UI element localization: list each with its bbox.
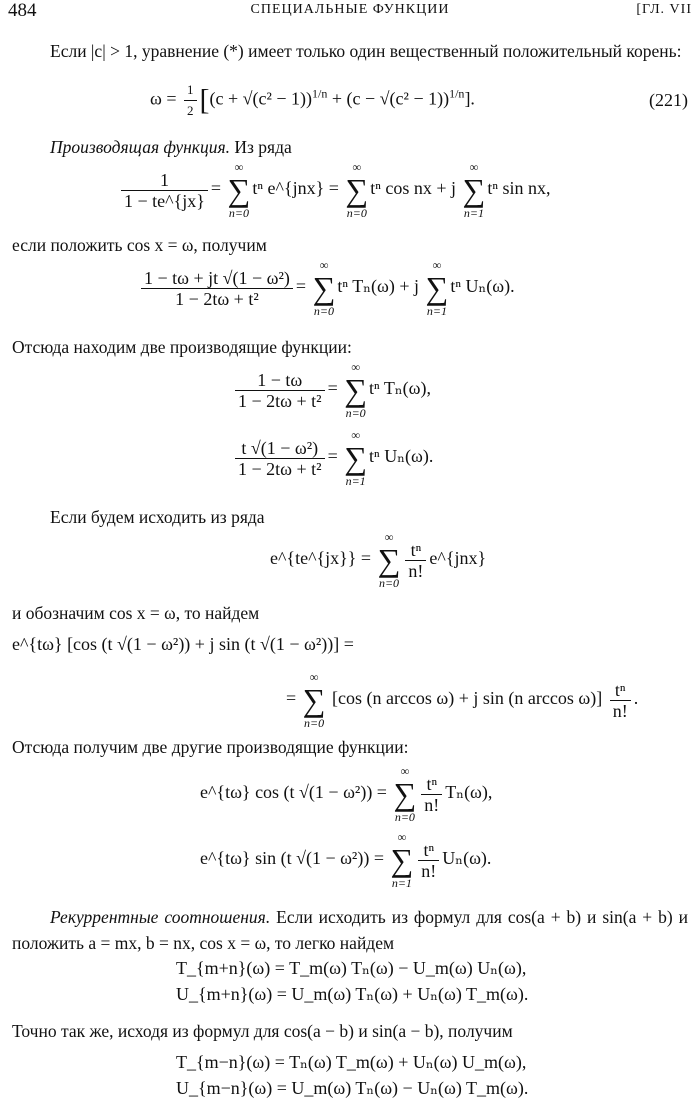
es-fraction bbox=[418, 840, 439, 881]
equation-rec-3: T_{m−n}(ω) = Tₙ(ω) T_m(ω) + Uₙ(ω) U_m(ω), bbox=[176, 1052, 527, 1072]
long2-end: . bbox=[633, 688, 639, 709]
sum-n0-e bbox=[378, 530, 401, 590]
sum-sign: ∑ bbox=[425, 270, 449, 306]
ec-frac-den: n! bbox=[424, 794, 440, 815]
ec-lhs: e^{tω} cos (t √(1 − ω²)) = bbox=[200, 782, 387, 803]
sum-n0-a bbox=[228, 160, 251, 220]
gen1-fraction bbox=[121, 170, 208, 211]
eq221-plus: + bbox=[327, 88, 347, 109]
gen-rest: Из ряда bbox=[229, 137, 292, 157]
sum-lower: n=1 bbox=[463, 206, 484, 220]
equation-generating-chebyshev: $\frac{\text{1 − tω + jt √(1 − ω²)}}{\text{1 − 2tω + t²}}$ = ∞ ∑ n=0 tⁿ Tₙ(ω) + j ∞ ∑ n=1 tⁿ Uₙ(ω). bbox=[138, 258, 515, 318]
sum-n0-b bbox=[345, 160, 368, 220]
exp-lhs: e^{te^{jx}} = bbox=[270, 548, 372, 569]
sum-n1-d bbox=[390, 830, 413, 890]
exp-frac-num: tⁿ bbox=[405, 540, 426, 561]
equation-rec-1: T_{m+n}(ω) = T_m(ω) Tₙ(ω) − U_m(ω) Uₙ(ω), bbox=[176, 958, 527, 978]
sum-upper: ∞ bbox=[309, 670, 319, 684]
eq221-lhs: ω = bbox=[150, 88, 177, 109]
sum-sign: ∑ bbox=[462, 172, 486, 208]
ec-rhs: Tₙ(ω), bbox=[445, 782, 493, 803]
paragraph-two-functions: Отсюда находим две производящие функции: bbox=[12, 337, 352, 357]
gt-num: 1 − tω bbox=[235, 370, 325, 391]
sum-lower: n=1 bbox=[391, 876, 412, 890]
sum-sign: ∑ bbox=[377, 542, 401, 578]
sum-n0-f bbox=[303, 670, 326, 730]
sum-upper: ∞ bbox=[352, 160, 362, 174]
gen2-den: 1 − 2tω + t² bbox=[175, 288, 259, 309]
sum-n1-c bbox=[344, 428, 367, 488]
eq221-half-den: 2 bbox=[187, 103, 194, 118]
paragraph-cos: если положить cos x = ω, получим bbox=[12, 235, 267, 255]
sum-upper: ∞ bbox=[234, 160, 244, 174]
gen2-fraction bbox=[141, 268, 293, 309]
exp-frac-den: n! bbox=[408, 560, 424, 581]
eq221-end: ]. bbox=[464, 88, 475, 109]
gen1-num: 1 bbox=[121, 170, 208, 191]
gen2-term1: tⁿ Tₙ(ω) + j bbox=[337, 276, 424, 297]
sum-lower: n=1 bbox=[426, 304, 447, 318]
gu-num: t √(1 − ω²) bbox=[235, 438, 325, 459]
sum-lower: n=0 bbox=[394, 810, 415, 824]
gt-den: 1 − 2tω + t² bbox=[238, 390, 322, 411]
es-lhs: e^{tω} sin (t √(1 − ω²)) = bbox=[200, 848, 384, 869]
equation-long-line2 bbox=[286, 670, 638, 730]
paragraph-series: Если будем исходить из ряда bbox=[50, 507, 265, 527]
sum-lower: n=0 bbox=[346, 206, 367, 220]
sum-upper: ∞ bbox=[432, 258, 442, 272]
equation-rec-4: U_{m−n}(ω) = U_m(ω) Tₙ(ω) − Uₙ(ω) T_m(ω). bbox=[176, 1078, 529, 1098]
sum-n0-c bbox=[313, 258, 336, 318]
gen1-term3: tⁿ sin nx, bbox=[487, 178, 551, 199]
eq221-half bbox=[184, 80, 197, 121]
sum-upper: ∞ bbox=[400, 764, 410, 778]
equation-221: ω = $\frac{1}{2}$ $[(c + √(c^2 - 1))^{1/n} + (c - √(c^2 - 1))^{1/n}]$. bbox=[150, 80, 475, 121]
paragraph-denote: и обозначим cos x = ω, то найдем bbox=[12, 603, 260, 623]
chapter-label: [ГЛ. VII bbox=[636, 2, 692, 17]
paragraph-recurrence bbox=[12, 904, 688, 956]
gu-den: 1 − 2tω + t² bbox=[238, 458, 322, 479]
sum-upper: ∞ bbox=[351, 360, 360, 374]
sum-sign: ∑ bbox=[302, 682, 326, 718]
exp-rhs: e^{jnx} bbox=[429, 548, 487, 569]
sum-n0-g bbox=[393, 764, 416, 824]
long2-frac-den: n! bbox=[612, 700, 628, 721]
es-frac-den: n! bbox=[421, 860, 437, 881]
sum-sign: ∑ bbox=[393, 776, 417, 812]
sum-sign: ∑ bbox=[344, 372, 368, 408]
es-rhs: Uₙ(ω). bbox=[442, 848, 492, 869]
gu-fraction bbox=[235, 438, 325, 479]
gt-fraction bbox=[235, 370, 325, 411]
sum-sign: ∑ bbox=[390, 842, 414, 878]
sum-lower: n=0 bbox=[378, 576, 400, 590]
gt-rhs: tⁿ Tₙ(ω), bbox=[369, 378, 431, 399]
eq221-term2: (c − √(c² − 1)) bbox=[346, 88, 450, 109]
equation-generating-series bbox=[118, 160, 551, 220]
equation-generating-T: $\frac{1 - t\omega}{\text{1 − 2tω + t²}}$ = ∞ ∑ n=0 tⁿ Tₙ(ω), bbox=[232, 360, 431, 420]
equation-number-221: (221) bbox=[649, 90, 688, 110]
long2-fraction bbox=[610, 680, 631, 721]
page-number: 484 bbox=[8, 0, 37, 21]
sum-sign: ∑ bbox=[344, 440, 368, 476]
equation-long-line1: e^{tω} [cos (t √(1 − ω²)) + j sin (t √(1 − ω²))] = bbox=[12, 634, 354, 654]
equation-exp-sin bbox=[200, 830, 491, 890]
es-frac-num: tⁿ bbox=[418, 840, 439, 861]
paragraph-other-functions: Отсюда получим две другие производящие функции: bbox=[12, 737, 409, 757]
sum-upper: ∞ bbox=[469, 160, 479, 174]
sum-upper: ∞ bbox=[384, 530, 394, 544]
sum-n1-a bbox=[463, 160, 486, 220]
sum-lower: n=1 bbox=[345, 474, 366, 488]
sum-lower: n=0 bbox=[313, 304, 335, 318]
ec-frac-num: tⁿ bbox=[421, 774, 442, 795]
long2-pre: = bbox=[286, 688, 297, 709]
heading-recurrence: Рекуррентные соотношения. bbox=[50, 907, 271, 927]
paragraph-roots: Если |c| > 1, уравнение (*) имеет только один вещественный положительный корень: bbox=[50, 41, 682, 61]
equation-exp-cos bbox=[200, 764, 492, 824]
sum-upper: ∞ bbox=[351, 428, 360, 442]
sum-sign: ∑ bbox=[312, 270, 336, 306]
paragraph-similarly: Точно так же, исходя из формул для cos(a − b) и sin(a − b), получим bbox=[12, 1021, 513, 1041]
gen1-term2: tⁿ cos nx + j bbox=[370, 178, 461, 199]
sum-upper: ∞ bbox=[397, 830, 407, 844]
long2-frac-num: tⁿ bbox=[610, 680, 631, 701]
running-header bbox=[8, 0, 692, 24]
ec-fraction bbox=[421, 774, 442, 815]
sum-lower: n=0 bbox=[304, 716, 325, 730]
running-title: СПЕЦИАЛЬНЫЕ ФУНКЦИИ bbox=[250, 2, 450, 17]
gen2-term2: tⁿ Uₙ(ω). bbox=[450, 276, 515, 297]
sum-lower: n=0 bbox=[228, 206, 249, 220]
heading-generating-function: Производящая функция. bbox=[50, 137, 230, 157]
equation-generating-U: $\frac{\text{t √(1 − ω²)}}{\text{1 − 2tω + t²}}$ = ∞ ∑ n=1 tⁿ Uₙ(ω). bbox=[232, 428, 433, 488]
gen2-num: 1 − tω + jt √(1 − ω²) bbox=[141, 268, 293, 289]
paragraph-generating bbox=[12, 134, 688, 160]
sum-n0-d bbox=[344, 360, 367, 420]
long2-body: [cos (n arccos ω) + j sin (n arccos ω)] bbox=[331, 688, 603, 709]
sum-sign: ∑ bbox=[345, 172, 369, 208]
eq221-exp1: 1/n bbox=[312, 86, 328, 101]
eq221-half-num: 1 bbox=[184, 80, 197, 101]
rec-rest: Если исходить из формул для cos(a + b) и sin(a + b) и положить a = mx, b = nx, cos x = ω, то легко найдем bbox=[12, 907, 688, 953]
gen1-eq: = bbox=[210, 178, 226, 199]
eq221-term1: (c + √(c² − 1)) bbox=[209, 88, 313, 109]
sum-lower: n=0 bbox=[345, 406, 366, 420]
exp-fraction bbox=[405, 540, 426, 581]
gu-rhs: tⁿ Uₙ(ω). bbox=[369, 446, 434, 467]
sum-n1-b bbox=[426, 258, 449, 318]
sum-upper: ∞ bbox=[319, 258, 329, 272]
gen1-den: 1 − te^{jx} bbox=[124, 190, 205, 211]
gen1-term1: tⁿ e^{jnx} = bbox=[252, 178, 344, 199]
eq221-exp2: 1/n bbox=[449, 86, 465, 101]
sum-sign: ∑ bbox=[227, 172, 251, 208]
equation-rec-2: U_{m+n}(ω) = U_m(ω) Tₙ(ω) + Uₙ(ω) T_m(ω). bbox=[176, 984, 529, 1004]
equation-exp-series bbox=[270, 530, 486, 590]
